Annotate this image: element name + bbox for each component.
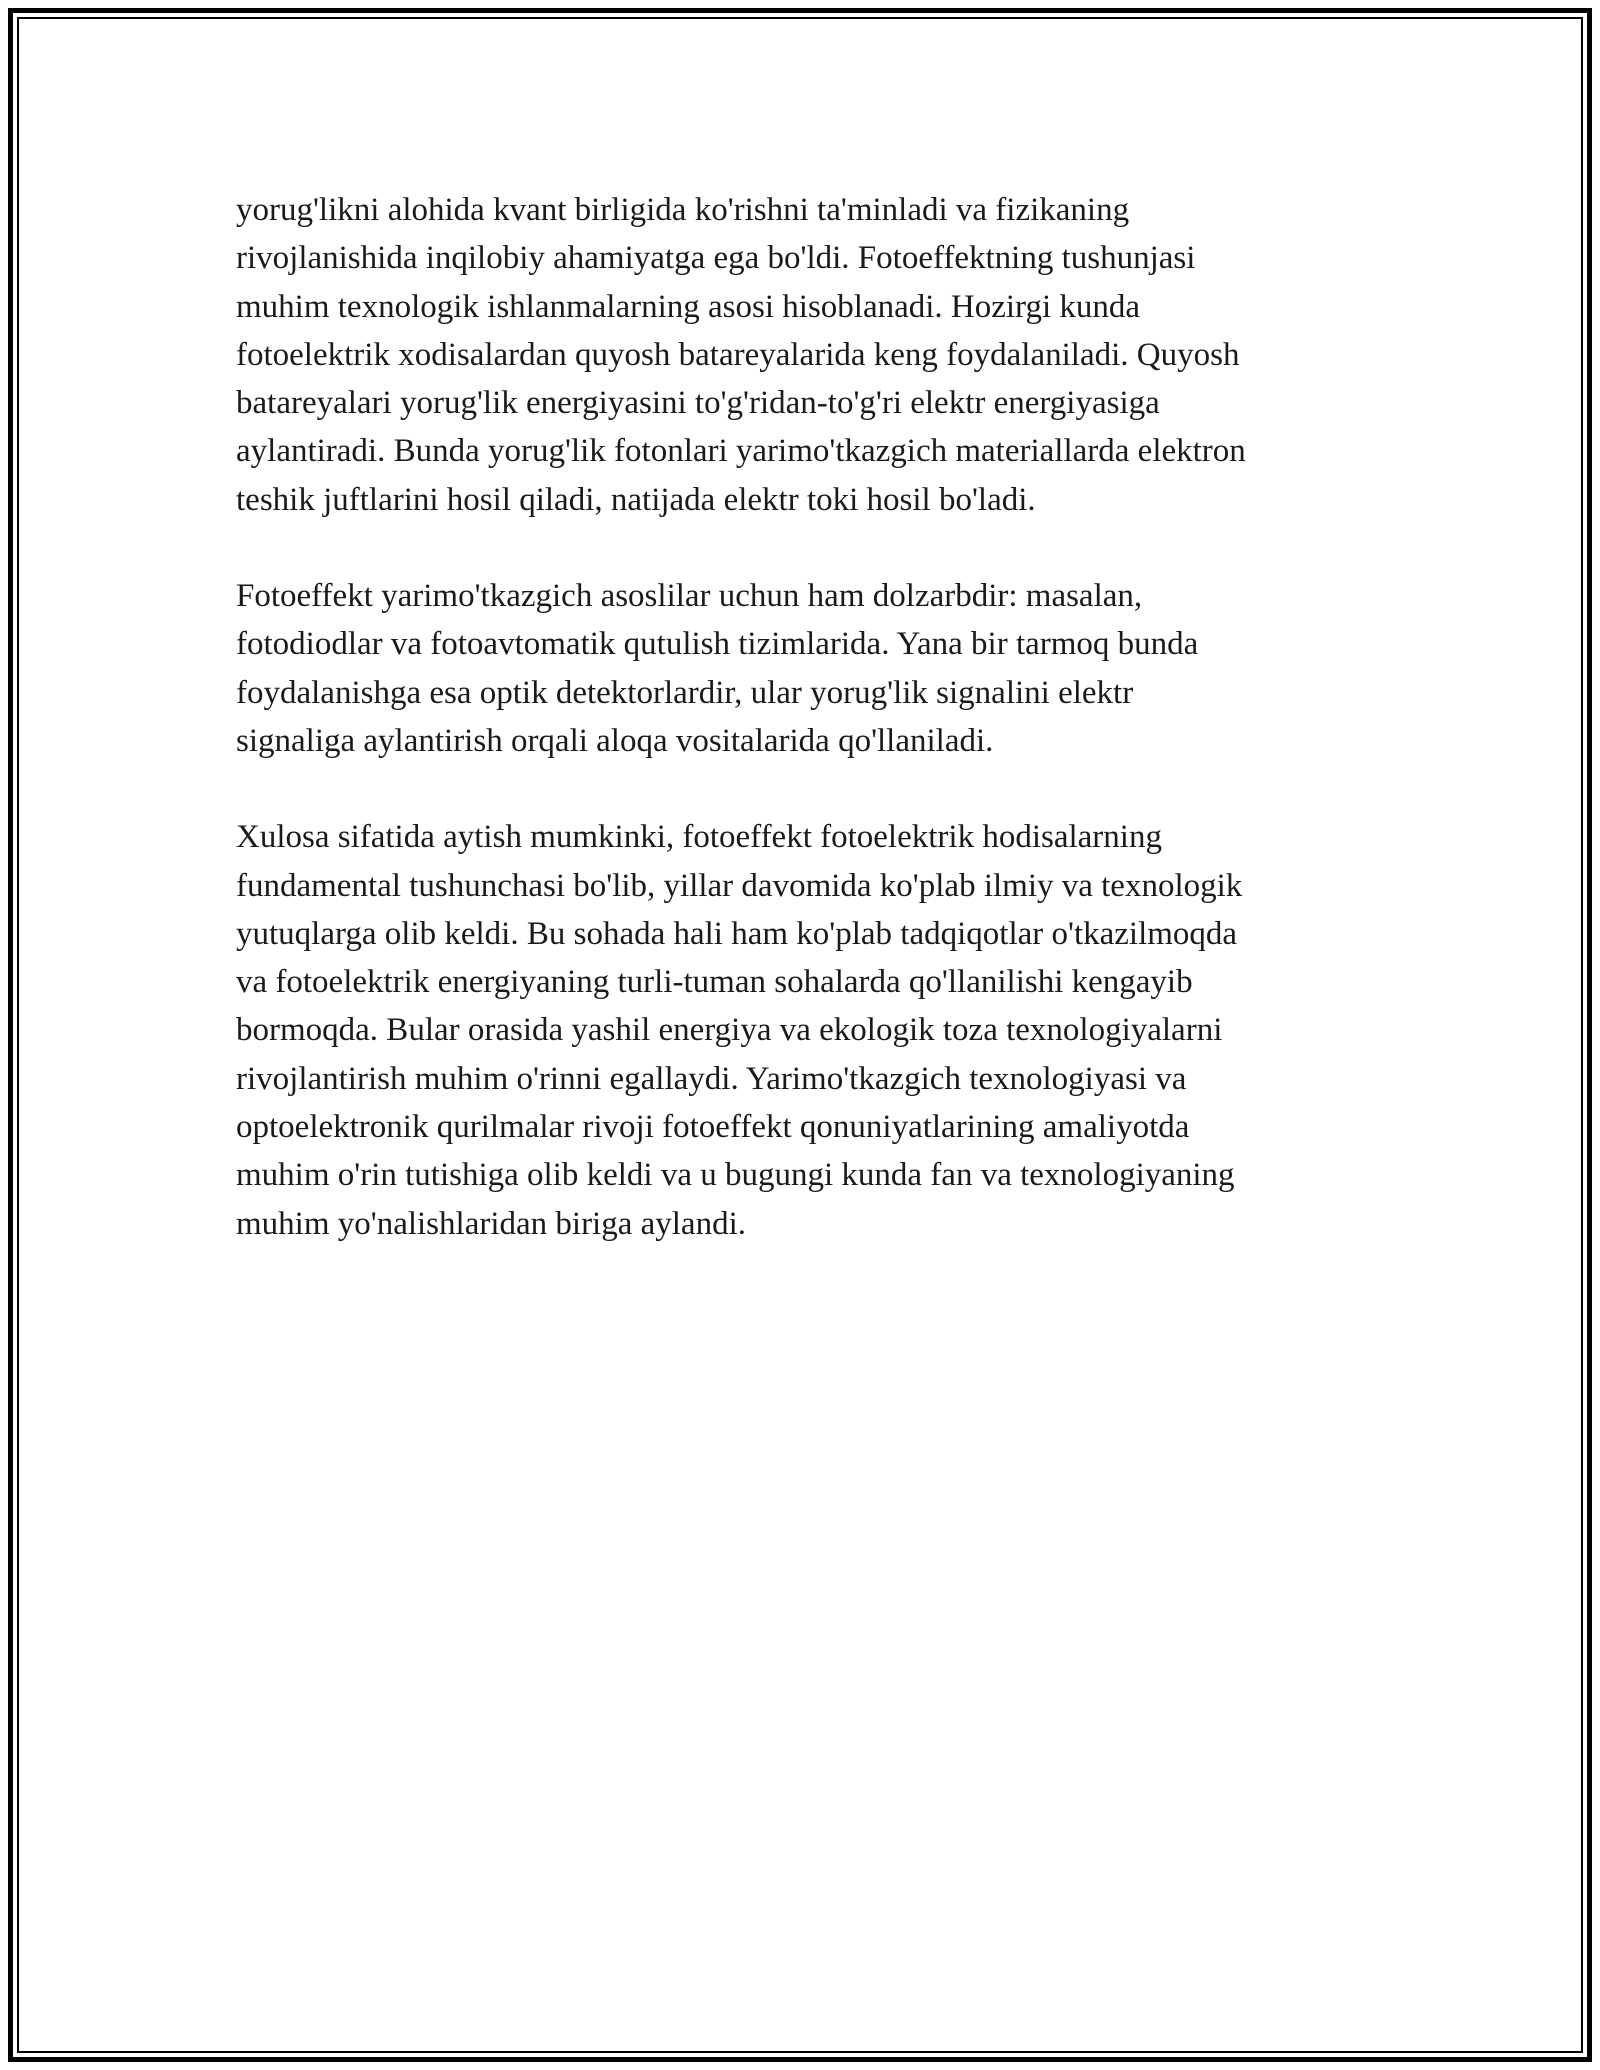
text-line: yutuqlarga olib keldi. Bu sohada hali ham ko'plab tadqiqotlar o'tkazilmoqda — [236, 915, 1238, 952]
text-line: muhim yo'nalishlaridan biriga aylandi. — [236, 1205, 747, 1242]
text-line: fundamental tushunchasi bo'lib, yillar davomida ko'plab ilmiy va texnologik — [236, 867, 1243, 904]
text-line: rivojlantirish muhim o'rinni egallaydi. Yarimo'tkazgich texnologiyasi va — [236, 1060, 1187, 1097]
text-line: rivojlanishida inqilobiy ahamiyatga ega bo'ldi. Fotoeffektning tushunjasi — [236, 240, 1196, 277]
text-line: signaliga aylantirish orqali aloqa vositalarida qo'llaniladi. — [236, 722, 994, 759]
text-line: optoelektronik qurilmalar rivoji fotoeffekt qonuniyatlarining amaliyotda — [236, 1109, 1190, 1146]
text-line: teshik juftlarini hosil qiladi, natijada elektr toki hosil bo'ladi. — [236, 481, 1036, 518]
document-body — [236, 186, 1386, 1296]
text-line: fotoelektrik xodisalardan quyosh batareyalarida keng foydalaniladi. Quyosh — [236, 336, 1240, 373]
text-line: yorug'likni alohida kvant birligida ko'rishni ta'minladi va fizikaning — [236, 192, 1130, 228]
paragraph-1 — [236, 186, 1386, 524]
text-line: foydalanishga esa optik detektorlardir, ular yorug'lik signalini elektr — [236, 674, 1134, 711]
text-line: muhim o'rin tutishiga olib keldi va u bugungi kunda fan va texnologiyaning — [236, 1157, 1235, 1194]
text-line: fotodiodlar va fotoavtomatik qutulish tizimlarida. Yana bir tarmoq bunda — [236, 626, 1199, 663]
text-line: bormoqda. Bular orasida yashil energiya va ekologik toza texnologiyalarni — [236, 1012, 1223, 1049]
text-line: va fotoelektrik energiyaning turli-tuman sohalarda qo'llanilishi kengayib — [236, 964, 1193, 1001]
text-line: aylantiradi. Bunda yorug'lik fotonlari yarimo'tkazgich materiallarda elektron — [236, 433, 1246, 470]
text-line: muhim texnologik ishlanmalarning asosi hisoblanadi. Hozirgi kunda — [236, 288, 1141, 325]
text-line: batareyalari yorug'lik energiyasini to'g'ridan-to'g'ri elektr energiyasiga — [236, 385, 1160, 422]
text-line: Xulosa sifatida aytish mumkinki, fotoeffekt fotoelektrik hodisalarning — [236, 819, 1162, 856]
text-line: Fotoeffekt yarimo'tkazgich asoslilar uchun ham dolzarbdir: masalan, — [236, 578, 1143, 615]
paragraph-2 — [236, 572, 1386, 765]
paragraph-3 — [236, 813, 1386, 1248]
